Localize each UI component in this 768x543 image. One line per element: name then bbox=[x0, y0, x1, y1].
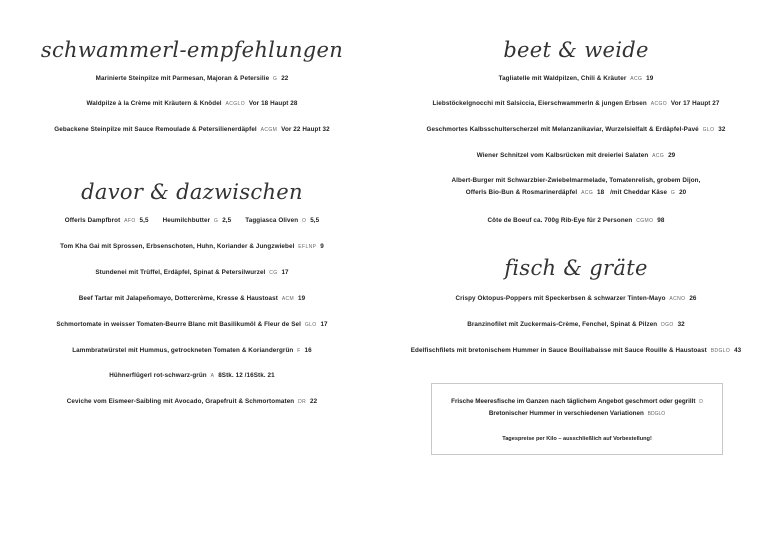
box-line bbox=[432, 398, 722, 405]
item-price: 32 bbox=[718, 126, 726, 133]
allergen-codes: ACG bbox=[652, 153, 665, 159]
allergen-codes: ACG bbox=[581, 190, 594, 196]
item-price: 19 bbox=[297, 295, 306, 302]
allergen-codes: ACM bbox=[281, 296, 295, 302]
item-price: 2,5 bbox=[222, 217, 232, 224]
item-price: 26 bbox=[689, 295, 697, 302]
item-name: Wiener Schnitzel vom Kalbsrücken mit dreierlei Salaten bbox=[476, 152, 649, 159]
allergen-codes: F bbox=[297, 348, 301, 354]
section-title-beet-weide: beet & weide bbox=[503, 38, 649, 62]
item-name: Geschmortes Kalbsschulterscherzel mit Melanzanikaviar, Wurzelsielfalt & Erdäpfel-Pavé bbox=[426, 126, 699, 133]
item-price: 17 bbox=[320, 321, 328, 328]
item-price: Vor 18 Haupt 28 bbox=[248, 100, 298, 107]
menu-item bbox=[0, 295, 384, 302]
allergen-codes: A bbox=[210, 373, 215, 379]
allergen-codes: G bbox=[273, 76, 278, 82]
item-name: Taggiasca Oliven bbox=[245, 217, 299, 224]
item-price: 43 bbox=[734, 347, 742, 354]
allergen-codes: EFLNP bbox=[298, 244, 317, 250]
item-price: 5,5 bbox=[139, 217, 149, 224]
menu-item bbox=[384, 217, 768, 224]
item-name: Lammbratwürstel mit Hummus, getrockneten Tomaten & Koriandergrün bbox=[72, 347, 294, 354]
menu-item bbox=[0, 321, 384, 328]
item-name: Waldpilze à la Crème mit Kräutern & Knödel bbox=[86, 100, 222, 107]
right-column bbox=[384, 0, 768, 543]
fresh-fish-box bbox=[431, 383, 723, 455]
section-title-fisch: fisch & gräte bbox=[504, 256, 648, 280]
menu-item bbox=[384, 75, 768, 82]
item-price: 19 bbox=[646, 75, 654, 82]
menu-item bbox=[65, 217, 149, 224]
allergen-codes: GLO bbox=[304, 322, 317, 328]
menu-item bbox=[0, 398, 384, 405]
item-name: Tom Kha Gai mit Sprossen, Erbsenschoten, Huhn, Koriander & Jungzwiebel bbox=[60, 243, 295, 250]
menu-item-burger-line1 bbox=[384, 177, 768, 184]
box-line bbox=[432, 410, 722, 417]
allergen-codes: G bbox=[214, 218, 219, 224]
menu-item bbox=[0, 347, 384, 354]
item-price: 22 bbox=[281, 75, 289, 82]
allergen-codes: ACGM bbox=[260, 127, 278, 133]
item-price: 98 bbox=[657, 217, 665, 224]
menu-item bbox=[163, 217, 232, 224]
item-price: Vor 22 Haupt 32 bbox=[281, 126, 330, 133]
item-name: Edelfischfilets mit bretonischem Hummer in Sauce Bouillabaisse mit Sauce Rouille & Haustoast bbox=[410, 347, 707, 354]
item-name: Schmortomate in weisser Tomaten-Beurre Blanc mit Basilikumöl & Fleur de Sel bbox=[56, 321, 301, 328]
menu-item bbox=[0, 126, 384, 133]
item-price: 5,5 bbox=[310, 217, 320, 224]
item-extra: /mit Cheddar Käse bbox=[610, 189, 668, 196]
allergen-codes: DGO bbox=[661, 322, 674, 328]
item-price: 16 bbox=[304, 347, 312, 354]
box-note: Tagespreise per Kilo – ausschließlich auf Vorbestellung! bbox=[502, 436, 652, 442]
allergen-codes: ACG bbox=[630, 76, 643, 82]
item-price: 20 bbox=[679, 189, 687, 196]
menu-item bbox=[384, 126, 768, 133]
item-name: Offerls Bio-Bun & Rosmarinerdäpfel bbox=[465, 189, 578, 196]
allergen-codes: ACGO bbox=[650, 101, 668, 107]
item-name: Branzinofilet mit Zuckermais-Crème, Fenchel, Spinat & Pilzen bbox=[467, 321, 658, 328]
item-price: Vor 17 Haupt 27 bbox=[670, 100, 720, 107]
allergen-codes: GLO bbox=[702, 127, 715, 133]
item-price: 17 bbox=[281, 269, 289, 276]
box-text: Frische Meeresfische im Ganzen nach täglichem Angebot geschmort oder gegrillt bbox=[451, 398, 696, 405]
menu-item bbox=[0, 243, 384, 250]
item-price: 22 bbox=[310, 398, 318, 405]
item-name: Crispy Oktopus-Poppers mit Speckerbsen & schwarzer Tinten-Mayo bbox=[455, 295, 666, 302]
item-name: Marinierte Steinpilze mit Parmesan, Majoran & Petersilie bbox=[95, 75, 270, 82]
section-title-davor: davor & dazwischen bbox=[81, 180, 303, 204]
allergen-codes: G bbox=[670, 190, 676, 196]
allergen-codes: D bbox=[699, 399, 703, 405]
item-price: 8Stk. 12 /16Stk. 21 bbox=[218, 372, 275, 379]
item-name: Tagliatelle mit Waldpilzen, Chili & Kräuter bbox=[498, 75, 627, 82]
allergen-codes: ACGLO bbox=[225, 101, 246, 107]
item-name: Côte de Boeuf ca. 700g Rib-Eye für 2 Personen bbox=[487, 217, 633, 224]
box-text: Bretonischer Hummer in verschiedenen Variationen bbox=[488, 410, 644, 417]
allergen-codes: CGMO bbox=[636, 218, 654, 224]
item-name: Offerls Dampfbrot bbox=[64, 217, 121, 224]
menu-item bbox=[384, 347, 768, 354]
item-name: Liebstöckelgnocchi mit Salsiccia, Eierschwammerln & jungen Erbsen bbox=[432, 100, 647, 107]
menu-item bbox=[384, 100, 768, 107]
menu-item bbox=[384, 295, 768, 302]
menu-item bbox=[384, 152, 768, 159]
item-name: Albert-Burger mit Schwarzbier-Zwiebelmarmelade, Tomatenrelish, grobem Dijon, bbox=[451, 177, 701, 184]
menu-item bbox=[0, 269, 384, 276]
menu-item bbox=[384, 321, 768, 328]
item-price: 29 bbox=[668, 152, 676, 159]
item-price: 9 bbox=[320, 243, 324, 250]
item-price: 32 bbox=[677, 321, 685, 328]
menu-item bbox=[0, 372, 384, 379]
item-name: Ceviche vom Eismeer-Saibling mit Avocado, Grapefruit & Schmortomaten bbox=[66, 398, 295, 405]
allergen-codes: AFO bbox=[124, 218, 136, 224]
allergen-codes: CG bbox=[269, 270, 278, 276]
allergen-codes: DR bbox=[298, 399, 307, 405]
item-name: Hühnerflügerl rot-schwarz-grün bbox=[109, 372, 207, 379]
menu-item bbox=[245, 217, 319, 224]
menu-item bbox=[0, 75, 384, 82]
item-name: Gebackene Steinpilze mit Sauce Remoulade & Petersilienerdäpfel bbox=[54, 126, 257, 133]
item-name: Heumilchbutter bbox=[162, 217, 211, 224]
menu-item-row bbox=[0, 217, 384, 224]
allergen-codes: ACNO bbox=[669, 296, 686, 302]
section-title-schwammerl: schwammerl-empfehlungen bbox=[40, 38, 344, 62]
menu-item bbox=[0, 100, 384, 107]
allergen-codes: O bbox=[302, 218, 307, 224]
allergen-codes: BDGLO bbox=[710, 348, 731, 354]
item-price: 18 bbox=[596, 189, 605, 196]
menu-item-burger-line2 bbox=[384, 189, 768, 196]
item-name: Beef Tartar mit Jalapeñomayo, Dottercrème, Kresse & Haustoast bbox=[78, 295, 278, 302]
item-name: Stundenei mit Trüffel, Erdäpfel, Spinat & Petersilwurzel bbox=[95, 269, 266, 276]
allergen-codes: BDGLO bbox=[647, 411, 666, 417]
